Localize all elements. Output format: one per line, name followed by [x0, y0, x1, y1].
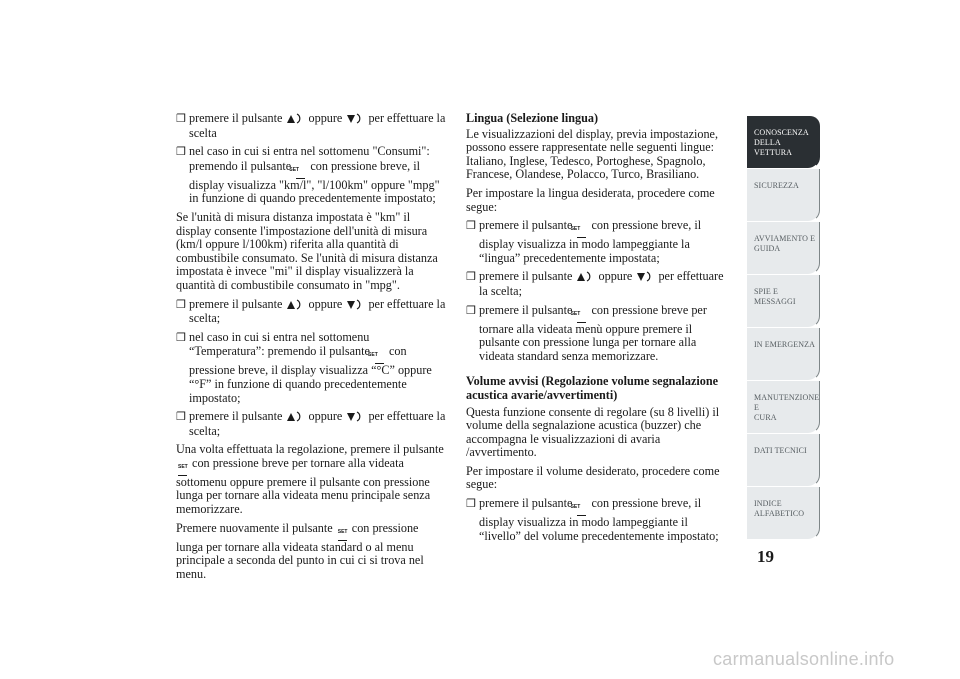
set-button-icon: SET: [178, 465, 187, 476]
watermark: carmanualsonline.info: [713, 649, 895, 669]
bullet-item: ❒ premere il pulsante SET con pressione breve per tornare alla videata menù oppure premere il pulsante con pressione lunga per tornare alla videata standard senza memorizzare.: [466, 302, 707, 363]
bullet-icon: ❒: [466, 220, 476, 233]
bullet-item: ❒ premere il pulsante oppure per effettuare la scelta: [176, 111, 446, 140]
set-button-icon: SET: [577, 227, 586, 238]
right-column: [466, 112, 728, 548]
down-arrow-button-icon: [636, 271, 654, 282]
bullet-icon: ❒: [176, 146, 186, 159]
paragraph: Le visualizzazioni del display, previa impostazione, possono essere rappresentate nelle seguenti lingue: Italiano, Inglese, Tedesco, Portoghese, Spagnolo, Francese, Olandese, Polacco, Turco, Brasiliano.: [466, 126, 719, 182]
tab-avviamento-e-guida[interactable]: AVVIAMENTO E GUIDA: [747, 222, 820, 275]
tab-conoscenza-della-vettura[interactable]: CONOSCENZA DELLA VETTURA: [747, 116, 820, 169]
bullet-item: ❒ nel caso in cui si entra nel sottomenu "Consumi": premendo il pulsante SET con pressione breve, il display visualizza "km/l", "l/100km" oppure "mpg" in funzione di quando precedentemente impostato;: [176, 144, 440, 206]
paragraph: Questa funzione consente di regolare (su 8 livelli) il volume della segnalazione acustica (buzzer) che accompagna le visualizzazioni di avaria /avvertimento.: [466, 404, 720, 460]
page-number: 19: [757, 547, 774, 566]
bullet-item: ❒ premere il pulsante SET con pressione breve, il display visualizza in modo lampeggiante il “livello” del volume precedentemente impostato;: [466, 496, 719, 543]
bullet-icon: ❒: [176, 331, 186, 344]
down-arrow-button-icon: [346, 299, 364, 310]
bullet-icon: ❒: [176, 113, 186, 125]
up-arrow-button-icon: [286, 113, 304, 124]
paragraph: Premere nuovamente il pulsante SET con pressione lunga per tornare alla videata standard o al menu principale a seconda del punto in cui ci si trova nel menu.: [176, 520, 424, 581]
set-button-icon: SET: [338, 530, 347, 541]
tab-indice-alfabetico[interactable]: INDICE ALFABETICO: [747, 487, 820, 540]
set-button-icon: SET: [577, 505, 586, 516]
bullet-icon: ❒: [466, 271, 476, 284]
up-arrow-button-icon: [576, 271, 594, 282]
tab-dati-tecnici[interactable]: DATI TECNICI: [747, 434, 820, 487]
bullet-item: ❒ premere il pulsante oppure per effettuare la scelta;: [176, 409, 446, 438]
bullet-item: ❒ nel caso in cui si entra nel sottomenu “Temperatura”: premendo il pulsante SET con pressione breve, il display visualizza “°C” oppure “°F” in funzione di quando precedentemente impostato;: [176, 329, 432, 405]
paragraph: Per impostare il volume desiderato, procedere come segue:: [466, 463, 720, 492]
bullet-icon: ❒: [466, 498, 476, 511]
paragraph: Per impostare la lingua desiderata, procedere come segue:: [466, 185, 715, 214]
up-arrow-button-icon: [286, 299, 304, 310]
tab-spie-e-messaggi[interactable]: SPIE E MESSAGGI: [747, 275, 820, 328]
up-arrow-button-icon: [286, 411, 304, 422]
tab-manutenzione-e-cura[interactable]: MANUTENZIONE E CURA: [747, 381, 820, 434]
bullet-icon: ❒: [466, 304, 476, 317]
bullet-item: ❒ premere il pulsante SET con pressione breve, il display visualizza in modo lampeggiante la “lingua” precedentemente impostata;: [466, 218, 702, 265]
chapter-tabs: [747, 116, 820, 540]
bullet-icon: ❒: [176, 411, 186, 424]
left-column: [176, 112, 448, 586]
tab-in-emergenza[interactable]: IN EMERGENZA: [747, 328, 820, 381]
tab-sicurezza[interactable]: SICUREZZA: [747, 169, 820, 222]
bullet-item: ❒ premere il pulsante oppure per effettuare la scelta;: [466, 269, 724, 298]
section-heading: Volume avvisi (Regolazione volume segnalazione acustica avarie/avvertimenti): [466, 374, 719, 402]
set-button-icon: SET: [296, 168, 305, 179]
section-heading: Lingua (Selezione lingua): [466, 111, 599, 125]
bullet-icon: ❒: [176, 298, 186, 311]
set-button-icon: SET: [577, 312, 586, 323]
down-arrow-button-icon: [346, 113, 364, 124]
down-arrow-button-icon: [346, 411, 364, 422]
paragraph: Una volta effettuata la regolazione, premere il pulsante SET con pressione breve per tornare alla videata sottomenu oppure premere il pulsante con pressione lunga per tornare alla videata menu principale senza memorizzare.: [176, 442, 444, 517]
bullet-item: ❒ premere il pulsante oppure per effettuare la scelta;: [176, 296, 446, 326]
set-button-icon: SET: [375, 353, 384, 364]
paragraph: Se l'unità di misura distanza impostata è "km" il display consente l'impostazione dell'unità di misura (km/l oppure l/100km) riferita alla quantità di combustibile consumato. Se l'unità di misura distanza impostata è invece "mi" il display visualizzerà la quantità di combustibile consumato in "mpg".: [176, 209, 438, 292]
